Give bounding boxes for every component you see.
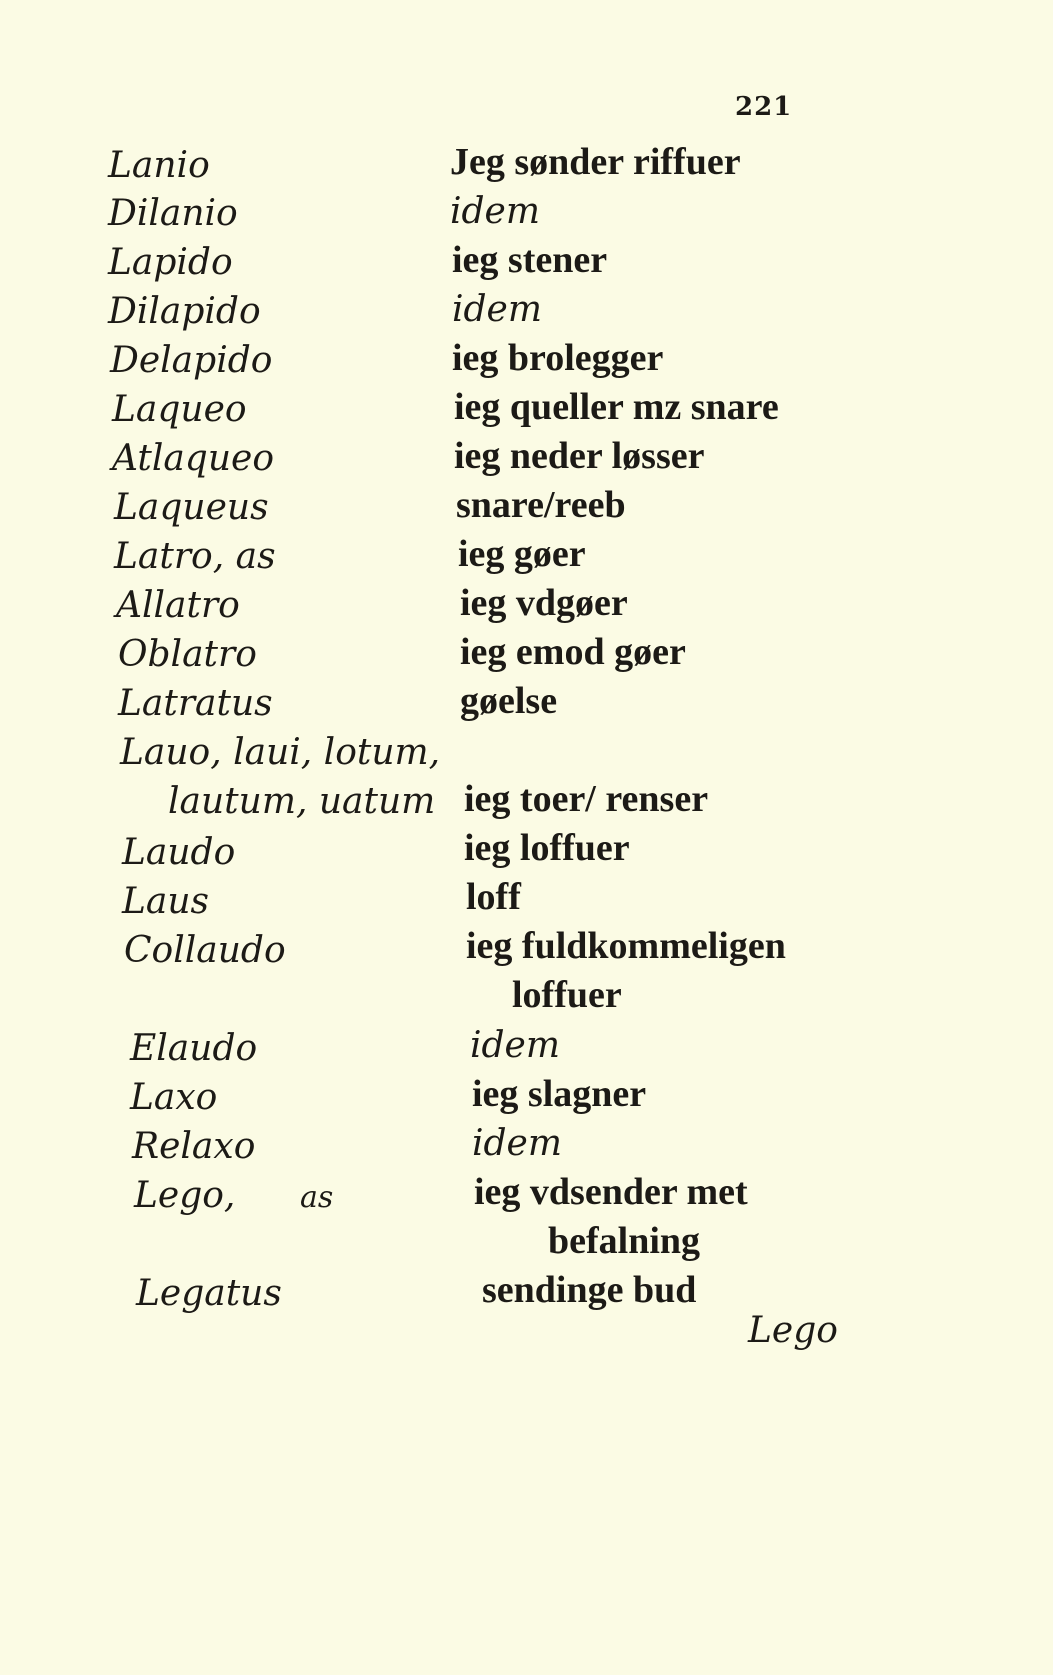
- latin-term: Laqueus: [114, 487, 269, 528]
- latin-term: Allatro: [116, 585, 240, 626]
- danish-translation: snare/reeb: [456, 484, 626, 526]
- latin-term: Laxo: [130, 1077, 218, 1118]
- latin-term: Laudo: [122, 832, 236, 873]
- grammar-suffix: as: [300, 1180, 334, 1215]
- danish-translation: ieg gøer: [458, 533, 586, 575]
- latin-term: Lego,: [134, 1175, 236, 1216]
- latin-term: Laus: [122, 881, 210, 922]
- latin-term: Dilanio: [108, 193, 238, 234]
- danish-translation: idem: [450, 191, 540, 232]
- danish-translation: ieg slagner: [472, 1073, 647, 1115]
- danish-translation: ieg neder løsser: [454, 435, 705, 477]
- latin-term: Latratus: [118, 683, 273, 724]
- danish-translation: befalning: [548, 1220, 701, 1262]
- latin-term: Lanio: [108, 145, 210, 186]
- latin-term: Legatus: [136, 1273, 282, 1314]
- latin-term: Lapido: [108, 242, 233, 283]
- danish-translation: Jeg sønder riffuer: [450, 141, 741, 183]
- latin-term: lautum, uatum: [168, 781, 436, 822]
- latin-term: Lauo, laui, lotum,: [120, 732, 441, 773]
- latin-term: Laqueo: [112, 389, 247, 430]
- danish-translation: ieg loffuer: [464, 827, 630, 869]
- danish-translation: ieg toer/ renser: [464, 778, 709, 820]
- danish-translation: ieg emod gøer: [460, 631, 686, 673]
- latin-term: Latro, as: [114, 536, 276, 577]
- latin-term: Atlaqueo: [112, 438, 275, 479]
- danish-translation: loffuer: [512, 974, 622, 1016]
- latin-term: Relaxo: [132, 1126, 256, 1167]
- latin-term: Dilapido: [108, 291, 261, 332]
- latin-term: Delapido: [110, 340, 273, 381]
- danish-translation: ieg stener: [452, 239, 608, 281]
- latin-term: Elaudo: [130, 1028, 258, 1069]
- danish-translation: sendinge bud: [482, 1269, 697, 1311]
- danish-translation: idem: [452, 289, 542, 330]
- latin-term: Oblatro: [118, 634, 257, 675]
- danish-translation: ieg queller mz snare: [454, 386, 779, 428]
- catchword: Lego: [748, 1310, 838, 1351]
- danish-translation: idem: [470, 1025, 560, 1066]
- danish-translation: gøelse: [460, 680, 558, 722]
- page-number: 221: [735, 92, 793, 122]
- latin-term: Collaudo: [124, 930, 286, 971]
- danish-translation: ieg vdgøer: [460, 582, 628, 624]
- danish-translation: ieg vdsender met: [474, 1171, 748, 1213]
- danish-translation: idem: [472, 1123, 562, 1164]
- danish-translation: ieg brolegger: [452, 337, 664, 379]
- danish-translation: ieg fuldkommeligen: [466, 925, 786, 967]
- danish-translation: loff: [466, 876, 521, 918]
